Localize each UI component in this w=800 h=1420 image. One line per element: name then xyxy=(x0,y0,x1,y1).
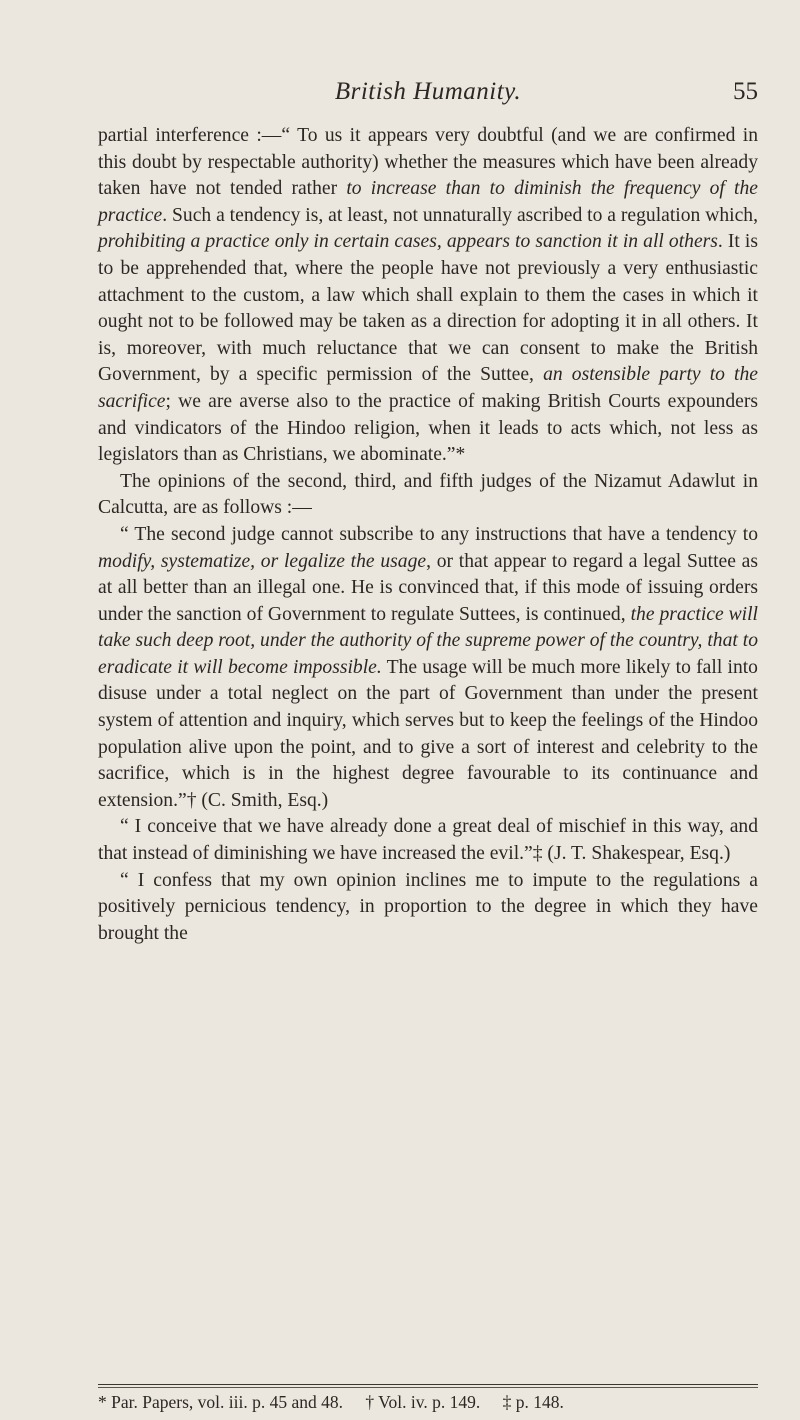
text-run: , or that appear to regard a legal Suttee as at all better than an illegal one. He is convinced that, if this mode of issuing orders under the sanction of Government to regulate Suttees, is continued, xyxy=(98,550,759,625)
italic-run: modify, systematize, or legalize the usage xyxy=(98,550,427,572)
running-head xyxy=(98,78,758,112)
text-run: “ I confess that my own opinion inclines me to impute to the regulations a positively pernicious tendency, in proportion to the degree in which they have brought the xyxy=(98,869,758,944)
text-run: ; we are averse also to the practice of making British Courts expounders and vindicators of the Hindoo religion, when it leads to acts which, not less as legislators than as Christians, we abominate.”* xyxy=(98,390,758,466)
italic-run: to increase than to diminish the frequency of the practice xyxy=(98,178,758,226)
text-run: “ I conceive that we have already done a great deal of mischief in this way, and that instead of diminishing we have increased the evil.”‡ (J. T. Shakespear, Esq.) xyxy=(98,816,758,865)
italic-run: prohibiting a practice only in certain cases, appears to sanction it in all others xyxy=(98,231,718,253)
body-text xyxy=(98,123,758,947)
text-run: . Such a tendency is, at least, not unnaturally ascribed to a regulation which, xyxy=(162,204,759,226)
paragraph-5 xyxy=(98,868,758,948)
text-run: “ The second judge cannot subscribe to any instructions that have a tendency to xyxy=(120,523,758,545)
text-run: The opinions of the second, third, and fifth judges of the Nizamut Adawlut in Calcutta, are as follows :— xyxy=(98,470,758,519)
footnote-3: ‡ p. 148. xyxy=(502,1392,564,1412)
footnote-rule-thin xyxy=(98,1387,758,1388)
text-run: The usage will be much more likely to fall into disuse under a total neglect on the part of Government than under the present system of attention and inquiry, which serves but to keep the feelings of the Hindoo population alive upon the point, and to give a sort of interest and celebrity to the sacrifice, which is in the highest degree favourable to its continuance and extension.”† (C. Smith, Esq.) xyxy=(98,656,758,811)
footnote-2: † Vol. iv. p. 149. xyxy=(365,1392,481,1412)
paragraph-1 xyxy=(98,123,758,469)
footnote-rule xyxy=(98,1384,758,1385)
italic-run: an ostensible party to the sacrifice xyxy=(98,364,758,412)
paragraph-3 xyxy=(98,522,758,815)
page-number: 55 xyxy=(733,78,758,105)
paragraph-4 xyxy=(98,814,758,867)
text-run: partial interference :—“ To us it appears very doubtful (and we are confirmed in this doubt by respectable authority) whether the measures which have been already taken have not tended rather xyxy=(98,125,758,200)
text-run: . It is to be apprehended that, where the people have not previously a very enthusiastic attachment to the custom, a law which shall explain to them the cases in which it ought not to be followed may be taken as a direction for adopting it in all others. It is, moreover, with much reluctance that we can consent to make the British Government, by a specific permission of the Suttee, xyxy=(98,231,759,386)
italic-run: the practice will take such deep root, under the authority of the supreme power of the country, that to eradicate it will become impossible. xyxy=(98,603,758,678)
running-title: British Humanity. xyxy=(334,78,522,105)
paragraph-2 xyxy=(98,469,758,522)
footnotes xyxy=(98,1391,758,1413)
footnote-1: * Par. Papers, vol. iii. p. 45 and 48. xyxy=(98,1392,343,1412)
